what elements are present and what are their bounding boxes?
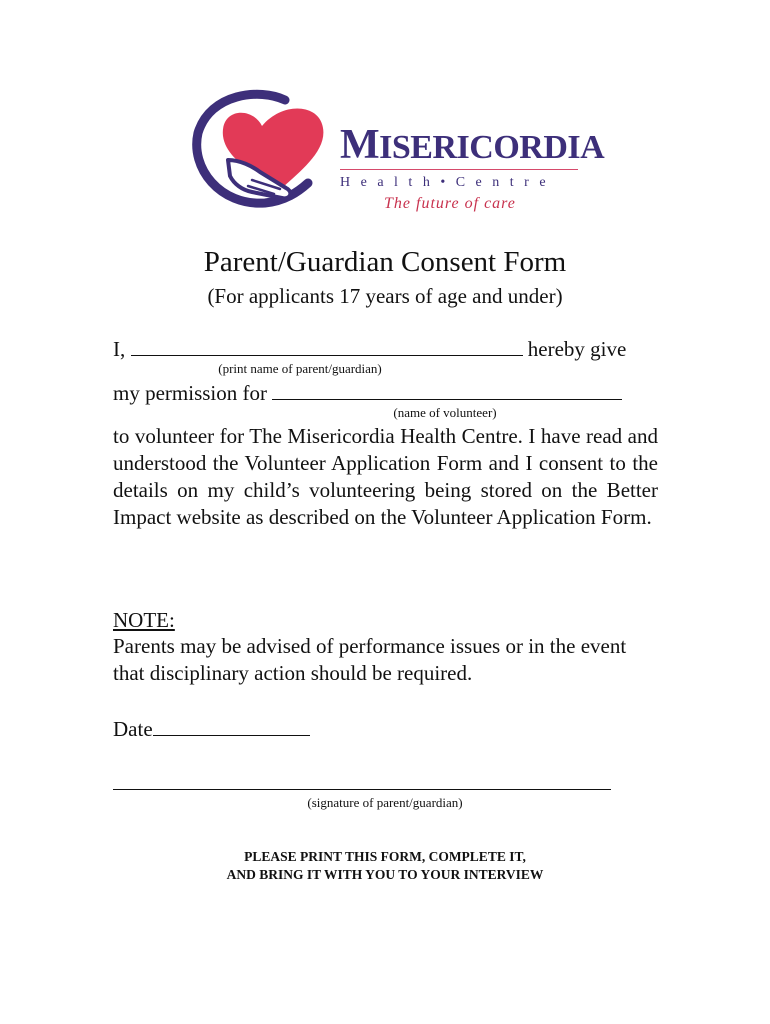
brand-divider [340,169,578,170]
date-field[interactable] [153,735,310,736]
print-instructions [0,848,770,884]
brand-name-initial: M [340,122,380,168]
page-subtitle: (For applicants 17 years of age and under) [207,284,563,308]
note-heading: NOTE: [113,608,175,632]
instructions-line-1: PLEASE PRINT THIS FORM, COMPLETE IT, [244,849,526,864]
signature-field[interactable] [113,789,611,790]
date-label: Date [113,717,153,741]
note-body: Parents may be advised of performance issues or in the event that disciplinary action should be required. [113,634,627,685]
brand-name-rest: ISERICORDIA [379,129,605,166]
volunteer-prefix: my permission for [113,381,267,405]
brand-tagline: The future of care [384,195,516,212]
date-row [113,715,310,743]
volunteer-name-caption: (name of volunteer) [393,405,497,420]
instructions-line-2: AND BRING IT WITH YOU TO YOUR INTERVIEW [226,867,544,882]
misericordia-logo [190,88,605,213]
brand-block [340,122,605,213]
guardian-name-field[interactable] [131,355,523,356]
page-title: Parent/Guardian Consent Form [203,246,567,278]
heart-hand-logo-icon [190,88,335,213]
consent-paragraph: to volunteer for The Misericordia Health Centre. I have read and understood the Volunteer Application Form and I consent to the details on my child’s volunteering being stored on the Better Impact website as described on the Volunteer Application Form. [113,424,658,529]
guardian-name-caption: (print name of parent/guardian) [218,361,382,376]
volunteer-name-field[interactable] [272,399,622,400]
guardian-prefix: I, [113,337,126,361]
signature-caption: (signature of parent/guardian) [307,795,463,810]
brand-name [340,122,605,168]
guardian-name-row [113,335,626,363]
guardian-suffix: hereby give [527,337,627,361]
brand-subtitle: Health•Centre [340,175,557,190]
volunteer-name-row [113,379,622,407]
